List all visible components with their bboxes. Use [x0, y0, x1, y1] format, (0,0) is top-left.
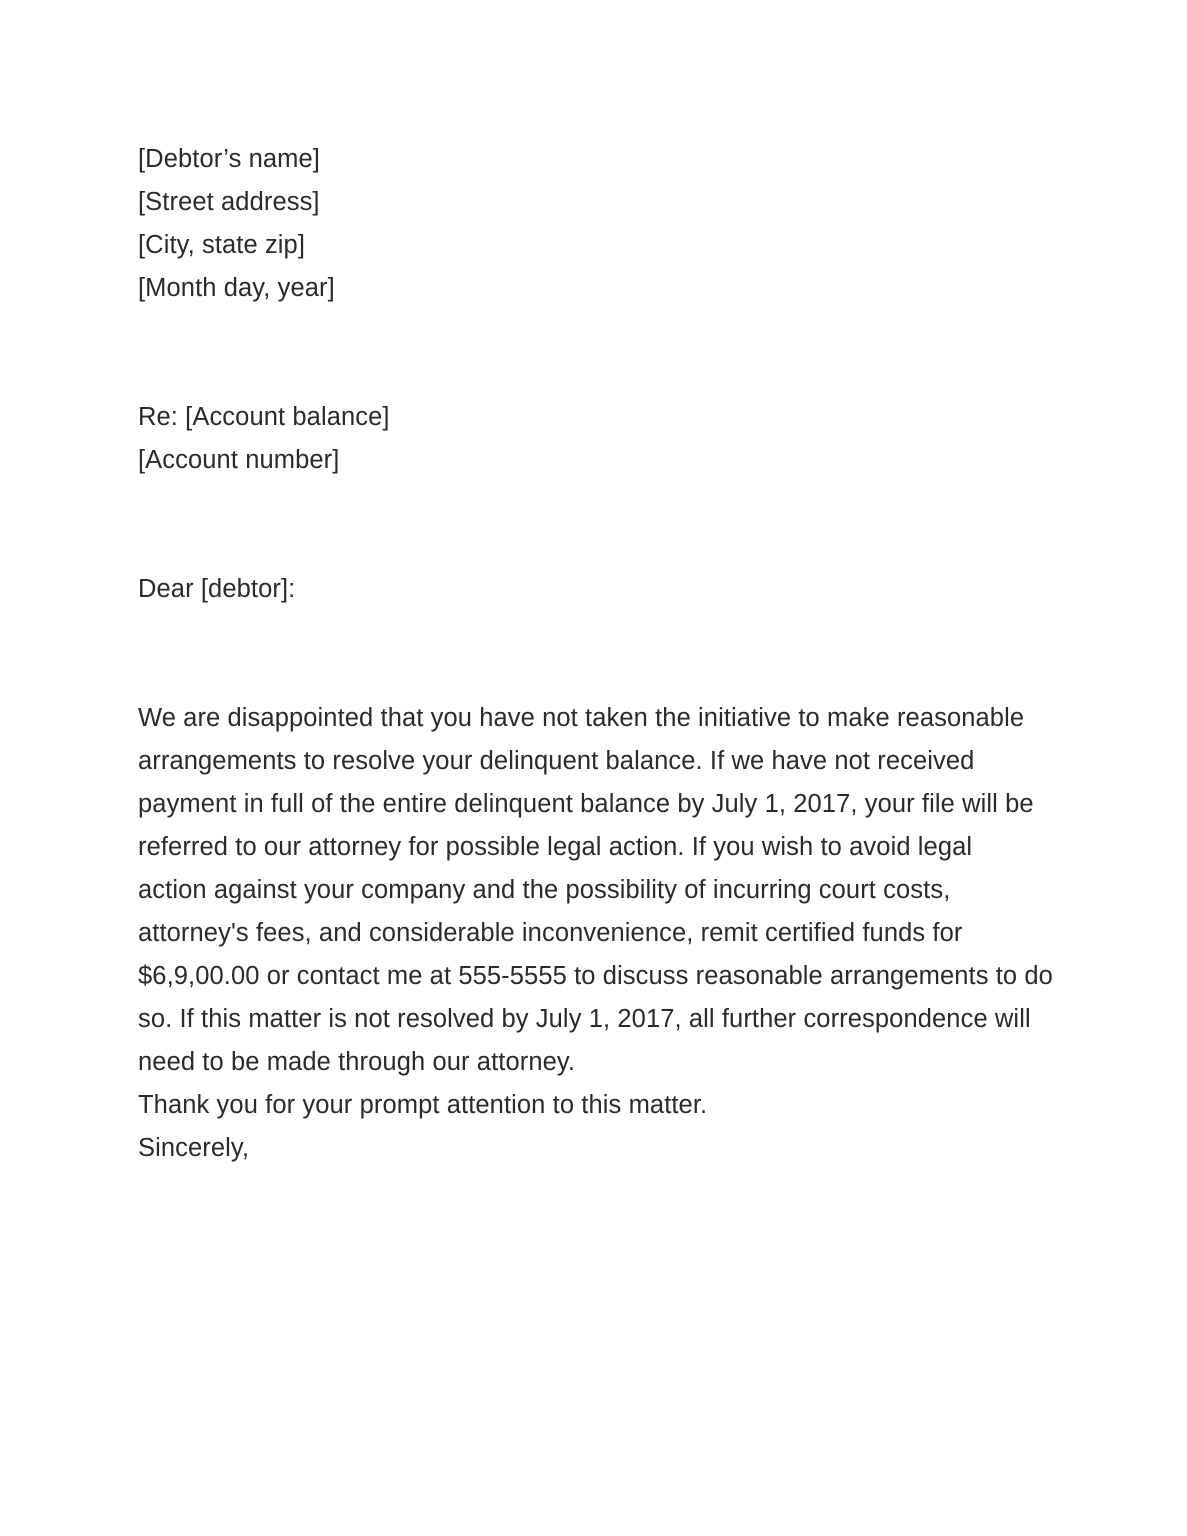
body-paragraph [138, 697, 1053, 1084]
address-block [138, 138, 1043, 310]
address-line-city-state-zip: [City, state zip] [138, 231, 306, 259]
spacer-after-salutation-2 [138, 654, 1043, 697]
body-line-9: need to be made through our attorney. [138, 1048, 576, 1076]
address-line-debtor-name: [Debtor’s name] [138, 145, 320, 173]
address-line-street: [Street address] [138, 188, 320, 216]
letter-body [138, 138, 1053, 1170]
spacer-after-address-2 [138, 353, 1043, 396]
spacer-after-salutation [138, 611, 1043, 654]
body-line-5: action against your company and the possibility of incurring court costs, [138, 876, 951, 904]
body-line-6: attorney's fees, and considerable inconvenience, remit certified funds for [138, 919, 963, 947]
body-line-1: We are disappointed that you have not taken the initiative to make reasonable [138, 704, 1025, 732]
body-line-7-amount: $6,9,00.00 or contact me at 555-5555 to discuss reasonable arrangements to do [138, 962, 1053, 990]
body-line-8: so. If this matter is not resolved by July 1, 2017, all further correspondence will [138, 1005, 1031, 1033]
body-line-3: payment in full of the entire delinquent balance by July 1, 2017, your file will be [138, 790, 1034, 818]
body-line-2: arrangements to resolve your delinquent balance. If we have not received [138, 747, 975, 775]
reference-line-account-balance: Re: [Account balance] [138, 403, 390, 431]
reference-line-account-number: [Account number] [138, 446, 340, 474]
spacer-after-reference [138, 482, 1043, 525]
spacer-after-reference-2 [138, 525, 1043, 568]
closing-thank-you: Thank you for your prompt attention to this matter. [138, 1091, 708, 1119]
closing-sign-off: Sincerely, [138, 1134, 250, 1162]
body-line-4: referred to our attorney for possible legal action. If you wish to avoid legal [138, 833, 973, 861]
reference-block [138, 396, 1043, 482]
address-line-date: [Month day, year] [138, 274, 335, 302]
spacer-after-address [138, 310, 1043, 353]
salutation: Dear [debtor]: [138, 575, 296, 603]
